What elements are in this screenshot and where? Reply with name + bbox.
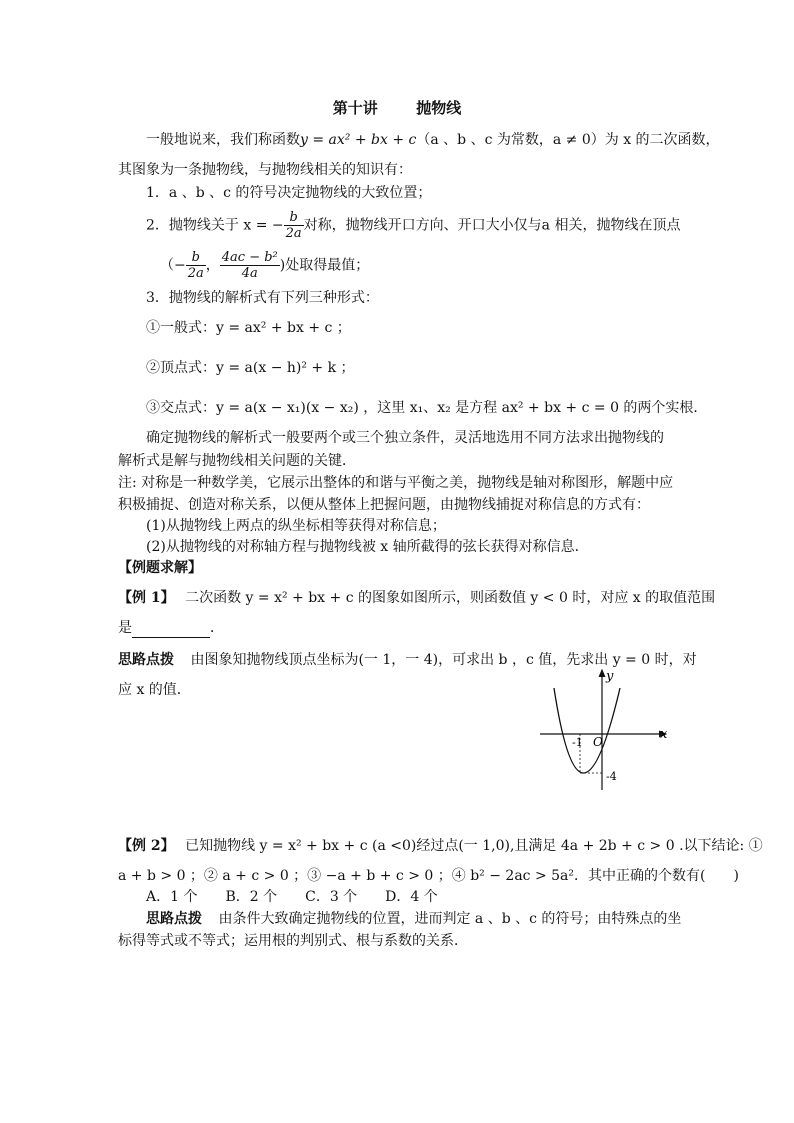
general-formula: y = ax² + bx + c bbox=[300, 132, 417, 148]
section-heading: 【例题求解】 bbox=[118, 560, 202, 576]
parabola-curve bbox=[554, 688, 620, 773]
origin-label: O bbox=[593, 735, 603, 749]
intro-line-2: 其图象为一条抛物线，与抛物线相关的知识有： bbox=[118, 162, 412, 178]
form-intercept: ③交点式：y = a(x − x₁)(x − x₂) ，这里 x₁、x₂ 是方程 ax² + bx + c = 0 的两个实根． bbox=[146, 400, 708, 416]
x-axis-label: x bbox=[660, 727, 668, 742]
point-3: 3．抛物线的解析式有下列三种形式： bbox=[146, 290, 379, 306]
hint-label-2: 思路点拨 bbox=[146, 911, 202, 927]
form-vertex: ②顶点式：y = a(x − h)² + k ； bbox=[146, 360, 355, 376]
para-line-2: 解析式是解与抛物线相关问题的关键． bbox=[118, 453, 356, 469]
example-1-label: 【例 1】 bbox=[118, 590, 175, 606]
page-title bbox=[0, 97, 794, 118]
parabola-graph bbox=[538, 666, 672, 796]
example-1-hint: 思路点拨 由图象知抛物线顶点坐标为(一 1，一 4)，可求出 b ，c 值，先求出 y = 0 时，对 bbox=[118, 652, 697, 668]
example-2-options: A．1 个 B．2 个 C．3 个 D．4 个 bbox=[146, 889, 438, 905]
fraction-vertex-y: $\frac{\text{4ac − b²}}{4a}$ bbox=[221, 250, 278, 281]
note-line-2: 积极捕捉、创造对称关系，以便从整体上把握问题，由抛物线捕捉对称信息的方式有： bbox=[118, 497, 650, 513]
example-2: 【例 2】 已知抛物线 y = x² + bx + c (a <0)经过点(一 1,0),且满足 4a + 2b + c > 0 .以下结论: ① bbox=[118, 838, 763, 854]
intro-line-1: 一般地说来，我们称函数y = ax² + bx + c（a 、b 、c 为常数，a ≠ 0）为 x 的二次函数， bbox=[146, 132, 720, 148]
example-1-line-2: 是 ． bbox=[118, 620, 224, 636]
y-axis-label: y bbox=[606, 669, 614, 684]
example-1-hint-line-2: 应 x 的值． bbox=[118, 682, 191, 698]
fraction-b-over-2a: $\frac{b}{2a}$ bbox=[285, 210, 302, 241]
example-2-line-2: a + b > 0 ；② a + c > 0 ；③ −a + b + c > 0 ；④ b² − 2ac > 5a²．其中正确的个数有( ) bbox=[118, 868, 739, 884]
example-1: 【例 1】 二次函数 y = x² + bx + c 的图象如图所示，则函数值 y < 0 时，对应 x 的取值范围 bbox=[118, 590, 716, 606]
point-1: 1．a 、b 、c 的符号决定抛物线的大致位置； bbox=[146, 185, 432, 201]
lecture-number: 第十讲 bbox=[332, 99, 378, 117]
lecture-topic: 抛物线 bbox=[416, 99, 462, 117]
fraction-vertex-x: $\frac{b}{2a}$ bbox=[187, 250, 204, 281]
y-tick-label: -4 bbox=[606, 770, 617, 783]
para-line-1: 确定抛物线的解析式一般要两个或三个独立条件，灵活地选用不同方法求出抛物线的 bbox=[146, 430, 664, 446]
example-2-label: 【例 2】 bbox=[118, 838, 175, 854]
form-general: ①一般式：y = ax² + bx + c ； bbox=[146, 320, 351, 336]
note-line-1: 注: 对称是一种数学美，它展示出整体的和谐与平衡之美，抛物线是轴对称图形，解题中应 bbox=[118, 475, 674, 491]
x-tick-label: -1 bbox=[572, 736, 583, 749]
symmetry-method-1: (1)从抛物线上两点的纵坐标相等获得对称信息； bbox=[146, 518, 446, 534]
vertex-line: （− $\frac{b}{2a}$ ， $\frac{\text{4ac − b²}}{4a}$ )处取得最值； bbox=[160, 250, 370, 281]
hint-label: 思路点拨 bbox=[118, 652, 174, 668]
answer-blank bbox=[132, 623, 210, 638]
symmetry-method-2: (2)从抛物线的对称轴方程与抛物线被 x 轴所截得的弦长获得对称信息． bbox=[146, 539, 589, 555]
example-2-hint: 思路点拨 由条件大致确定抛物线的位置，进而判定 a 、b 、c 的符号；由特殊点的坐 bbox=[146, 911, 682, 927]
point-2: 2．抛物线关于 x = − $\frac{b}{2a}$ 对称，抛物线开口方向、开口大小仅与a 相关，抛物线在顶点 bbox=[146, 210, 681, 241]
example-2-hint-line-2: 标得等式或不等式；运用根的判别式、根与系数的关系． bbox=[118, 933, 468, 949]
